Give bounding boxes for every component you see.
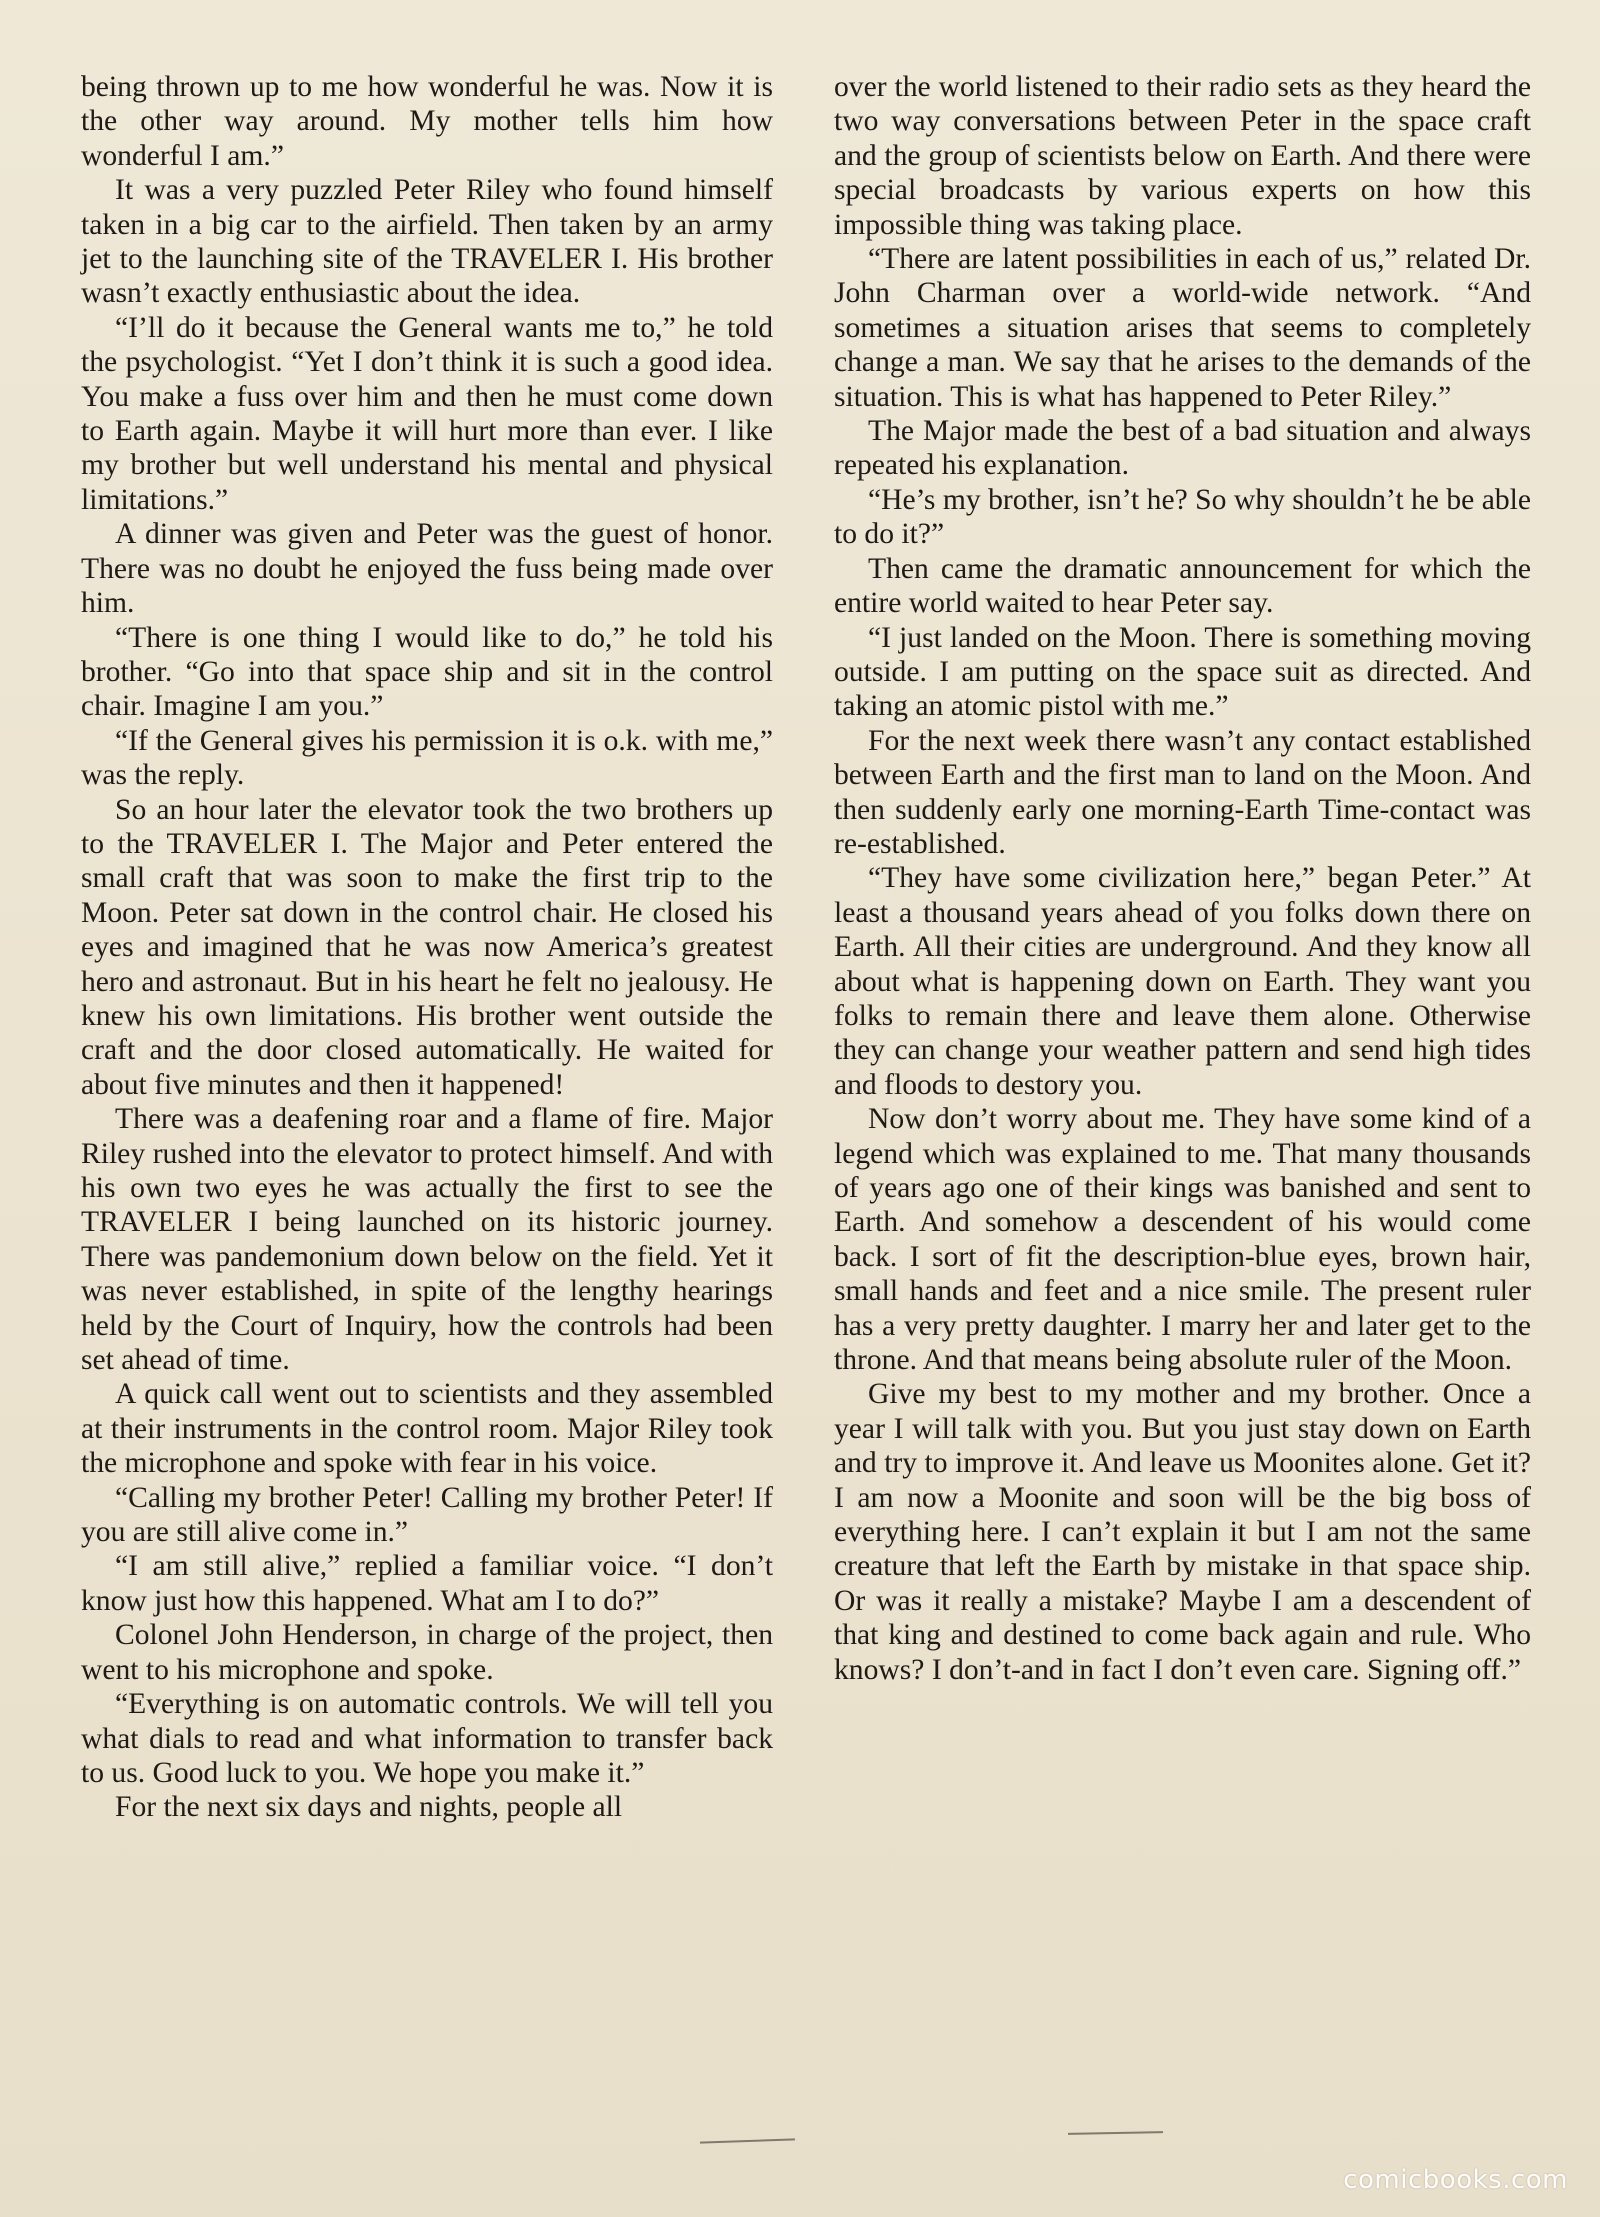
paragraph: “I just landed on the Moon. There is something moving outside. I am putting on the space suit as directed. And taking an atomic pistol with me.” (834, 621, 1531, 723)
paragraph: “I am still alive,” replied a familiar voice. “I don’t know just how this happened. What am I to do?” (81, 1550, 773, 1617)
paragraph: A quick call went out to scientists and they assembled at their instruments in the control room. Major Riley took the microphone and spoke with fear in his voice. (81, 1378, 773, 1480)
paragraph: “He’s my brother, isn’t he? So why shouldn’t he be able to do it?” (834, 483, 1531, 551)
paragraph: For the next week there wasn’t any contact established between Earth and the first man to land on the Moon. And then suddenly early one morning-Earth Time-contact was re-established. (834, 724, 1531, 860)
paragraph: For the next six days and nights, people all (115, 1791, 623, 1824)
left-text-column (81, 70, 773, 1825)
paragraph: “Everything is on automatic controls. We will tell you what dials to read and what information to transfer back to us. Good luck to you. We hope you make it.” (81, 1688, 773, 1789)
paragraph: “I’ll do it because the General wants me to,” he told the psychologist. “Yet I don’t think it is such a good idea. You make a fuss over him and then he must come down to Earth again. Maybe it will hurt more than ever. I like my brother but well understand his mental and physical limitations.” (81, 311, 773, 516)
paragraph: “There are latent possibilities in each of us,” related Dr. John Charman over a world-wide network. “And sometimes a situation arises that seems to completely change a man. We say that he arises to the demands of the situation. This is what has happened to Peter Riley.” (834, 243, 1531, 413)
paragraph: over the world listened to their radio sets as they heard the two way conversations between Peter in the space craft and the group of scientists below on Earth. And there were special broadcasts by various experts on how this impossible thing was taking place. (834, 71, 1531, 241)
right-text-column (834, 70, 1531, 1687)
paragraph: There was a deafening roar and a flame of fire. Major Riley rushed into the elevator to protect himself. And with his own two eyes he was actually the first to see the TRAVELER I being launched on its historic journey. There was pandemonium down below on the field. Yet it was never established, in spite of the lengthy hearings held by the Court of Inquiry, how the controls had been set ahead of time. (81, 1103, 773, 1377)
paragraph: Then came the dramatic announcement for which the entire world waited to hear Peter say. (834, 552, 1531, 620)
paragraph: “They have some civilization here,” began Peter.” At least a thousand years ahead of you folks down there on Earth. All their cities are underground. And they know all about what is happening down on Earth. They want you folks to remain there and leave them alone. Otherwise they can change your weather pattern and send high tides and floods to destory you. (834, 862, 1531, 1101)
paragraph: The Major made the best of a bad situation and always repeated his explanation. (834, 415, 1531, 482)
paragraph: So an hour later the elevator took the two brothers up to the TRAVELER I. The Major and Peter entered the small craft that was soon to make the first trip to the Moon. Peter sat down in the control chair. He closed his eyes and imagined that he was now America’s greatest hero and astronaut. But in his heart he felt no jealousy. He knew his own limitations. His brother went outside the craft and the door closed automatically. He waited for about five minutes and then it happened! (81, 793, 773, 1101)
end-rule-right (1068, 2131, 1163, 2135)
paragraph: “There is one thing I would like to do,” he told his brother. “Go into that space ship and sit in the control chair. Imagine I am you.” (81, 621, 773, 723)
paragraph: Now don’t worry about me. They have some kind of a legend which was explained to me. That many thousands of years ago one of their kings was banished and sent to Earth. And somehow a descendent of his would come back. I sort of fit the description-blue eyes, brown hair, small hands and feet and a nice smile. The present ruler has a very pretty daughter. I marry her and later get to the throne. And that means being absolute ruler of the Moon. (834, 1103, 1531, 1377)
paragraph: “If the General gives his permission it is o.k. with me,” was the reply. (81, 724, 773, 792)
paragraph: A dinner was given and Peter was the guest of honor. There was no doubt he enjoyed the fuss being made over him. (81, 518, 773, 620)
paragraph: Colonel John Henderson, in charge of the project, then went to his microphone and spoke. (81, 1619, 773, 1686)
site-watermark: comicbooks.com (1343, 2165, 1568, 2195)
paragraph: “Calling my brother Peter! Calling my brother Peter! If you are still alive come in.” (81, 1481, 773, 1549)
paragraph: It was a very puzzled Peter Riley who found himself taken in a big car to the airfield. Then taken by an army jet to the launching site of the TRAVELER I. His brother wasn’t exactly enthusiastic about the idea. (81, 174, 773, 310)
paragraph: Give my best to my mother and my brother. Once a year I will talk with you. But you just stay down on Earth and try to improve it. And leave us Moonites alone. Get it? I am now a Moonite and soon will be the big boss of everything here. I can’t explain it but I am not the same creature that left the Earth by mistake in that space ship. Or was it really a mistake? Maybe I am a descendent of that king and destined to come back again and rule. Who knows? I don’t-and in fact I don’t even care. Signing off.” (834, 1378, 1531, 1686)
paragraph: being thrown up to me how wonderful he was. Now it is the other way around. My mother tells him how wonderful I am.” (81, 71, 773, 172)
end-rule-left (700, 2138, 795, 2143)
